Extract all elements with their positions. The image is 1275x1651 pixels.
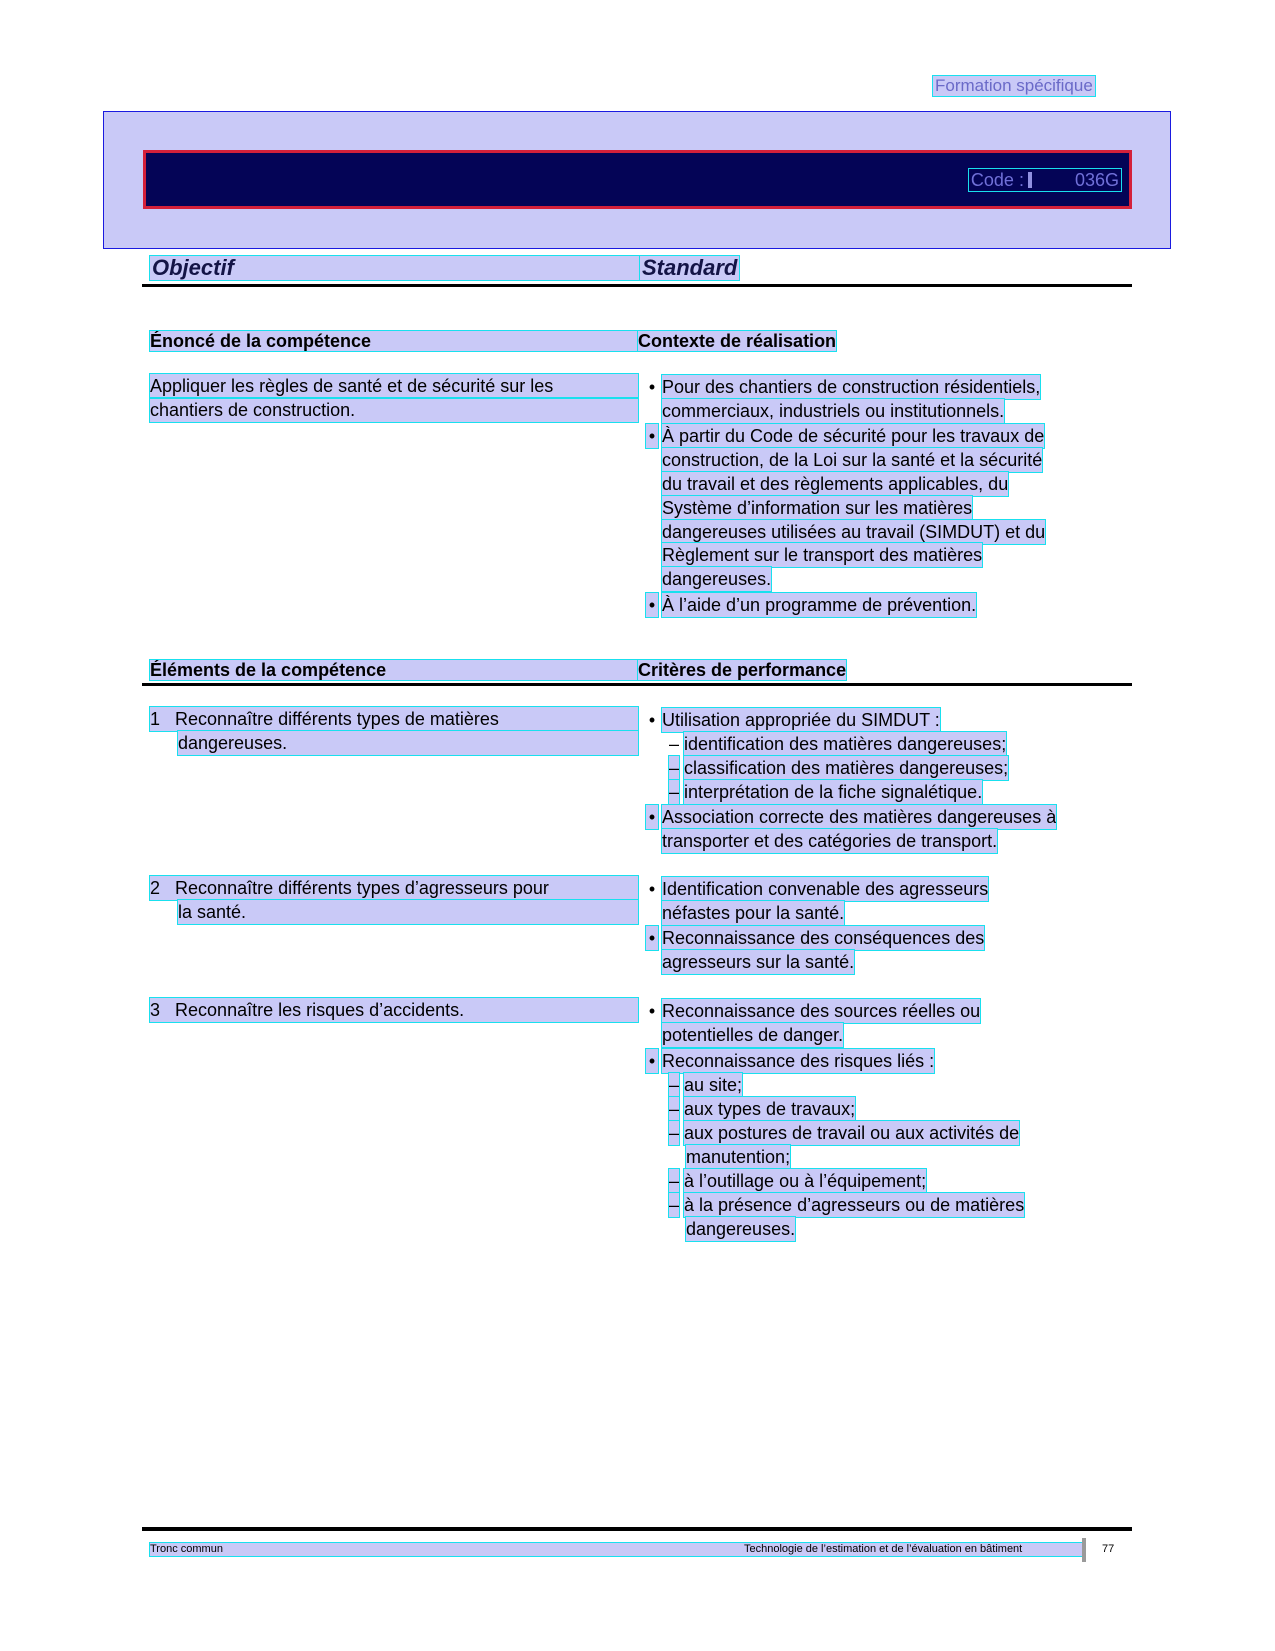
critere-subline: classification des matières dangereuses; <box>684 758 1009 778</box>
critere-line: Reconnaissance des sources réelles ou <box>662 1001 981 1021</box>
page-number: 77 <box>1102 1543 1115 1555</box>
critere-subline: aux postures de travail ou aux activités de <box>684 1123 1020 1143</box>
dash-icon: – <box>669 1123 680 1143</box>
critere-line: Identification convenable des agresseurs <box>662 879 989 899</box>
contexte-line: Pour des chantiers de construction résidentiels, <box>662 377 1041 397</box>
critere-subline: identification des matières dangereuses; <box>684 734 1007 754</box>
contexte-line: construction, de la Loi sur la santé et la sécurité <box>662 450 1043 470</box>
bullet-icon: • <box>646 1049 658 1073</box>
elements-title: Éléments de la compétence <box>150 660 638 680</box>
contexte-line: dangereuses utilisées au travail (SIMDUT) et du <box>662 522 1046 542</box>
critere-subline: à la présence d’agresseurs ou de matières <box>684 1195 1025 1215</box>
dash-icon: – <box>669 1099 680 1119</box>
code-separator <box>1028 172 1032 188</box>
footer-left-text: Tronc commun <box>150 1543 1085 1556</box>
contexte-line: du travail et des règlements applicables, du <box>662 474 1009 494</box>
footer-divider <box>1082 1538 1086 1562</box>
bullet-icon: • <box>648 879 656 899</box>
critere-line: potentielles de danger. <box>662 1025 844 1045</box>
element-text: la santé. <box>178 900 638 924</box>
critere-line: transporter et des catégories de transport. <box>662 831 998 851</box>
document-section-tag: Formation spécifique <box>935 76 1093 95</box>
bullet-icon: • <box>648 377 656 397</box>
contexte-line: Système d’information sur les matières <box>662 498 973 518</box>
element-row <box>150 707 638 731</box>
contexte-line: À l’aide d’un programme de prévention. <box>662 595 977 615</box>
code-value: 036G <box>1074 170 1119 190</box>
dash-icon: – <box>669 1075 680 1095</box>
dash-icon: – <box>669 758 680 778</box>
bullet-icon: • <box>646 424 658 448</box>
critere-subline: dangereuses. <box>686 1219 796 1239</box>
contexte-line: commerciaux, industriels ou institutionnels. <box>662 401 1005 421</box>
enonce-line: chantiers de construction. <box>150 398 638 422</box>
bullet-icon: • <box>646 805 658 829</box>
critere-subline: manutention; <box>686 1147 791 1167</box>
section-rule-top <box>142 284 1132 287</box>
element-row <box>150 876 638 900</box>
title-banner-inner <box>143 150 1132 209</box>
critere-subline: aux types de travaux; <box>684 1099 856 1119</box>
critere-subline: au site; <box>684 1075 743 1095</box>
heading-objectif: Objectif <box>150 256 640 280</box>
element-number: 3 <box>150 1000 161 1020</box>
bullet-icon: • <box>648 1001 656 1021</box>
contexte-line: À partir du Code de sécurité pour les travaux de <box>662 426 1045 446</box>
critere-line: Utilisation appropriée du SIMDUT : <box>662 710 940 730</box>
section-rule-middle <box>142 683 1132 686</box>
critere-line: néfastes pour la santé. <box>662 903 845 923</box>
element-text: dangereuses. <box>178 731 638 755</box>
element-text: Reconnaître différents types de matières <box>175 709 499 729</box>
bullet-icon: • <box>646 926 658 950</box>
contexte-title: Contexte de réalisation <box>638 331 837 351</box>
heading-standard: Standard <box>642 255 738 280</box>
enonce-title: Énoncé de la compétence <box>150 331 638 351</box>
bullet-icon: • <box>646 593 658 617</box>
code-label: Code : <box>970 170 1024 190</box>
contexte-line: dangereuses. <box>662 569 772 589</box>
element-number: 1 <box>150 709 161 729</box>
footer-rule <box>142 1527 1132 1531</box>
footer-right-text: Technologie de l’estimation et de l’évaluation en bâtiment <box>744 1543 1023 1555</box>
critere-line: Reconnaissance des conséquences des <box>662 928 985 948</box>
competency-code <box>969 169 1121 191</box>
contexte-line: Règlement sur le transport des matières <box>662 545 983 565</box>
element-number: 2 <box>150 878 161 898</box>
critere-subline: à l’outillage ou à l’équipement; <box>684 1171 927 1191</box>
criteres-title: Critères de performance <box>638 660 847 680</box>
enonce-line: Appliquer les règles de santé et de sécurité sur les <box>150 374 638 398</box>
critere-line: Reconnaissance des risques liés : <box>662 1051 935 1071</box>
dash-icon: – <box>669 734 680 754</box>
element-text: Reconnaître les risques d’accidents. <box>175 1000 465 1020</box>
critere-line: agresseurs sur la santé. <box>662 952 855 972</box>
bullet-icon: • <box>648 710 656 730</box>
enonce-text <box>150 374 636 422</box>
dash-icon: – <box>669 1195 680 1215</box>
element-row <box>150 998 638 1022</box>
dash-icon: – <box>669 782 680 802</box>
element-text: Reconnaître différents types d’agresseurs pour <box>175 878 549 898</box>
critere-line: Association correcte des matières dangereuses à <box>662 807 1057 827</box>
dash-icon: – <box>669 1171 680 1191</box>
critere-subline: interprétation de la fiche signalétique. <box>684 782 983 802</box>
